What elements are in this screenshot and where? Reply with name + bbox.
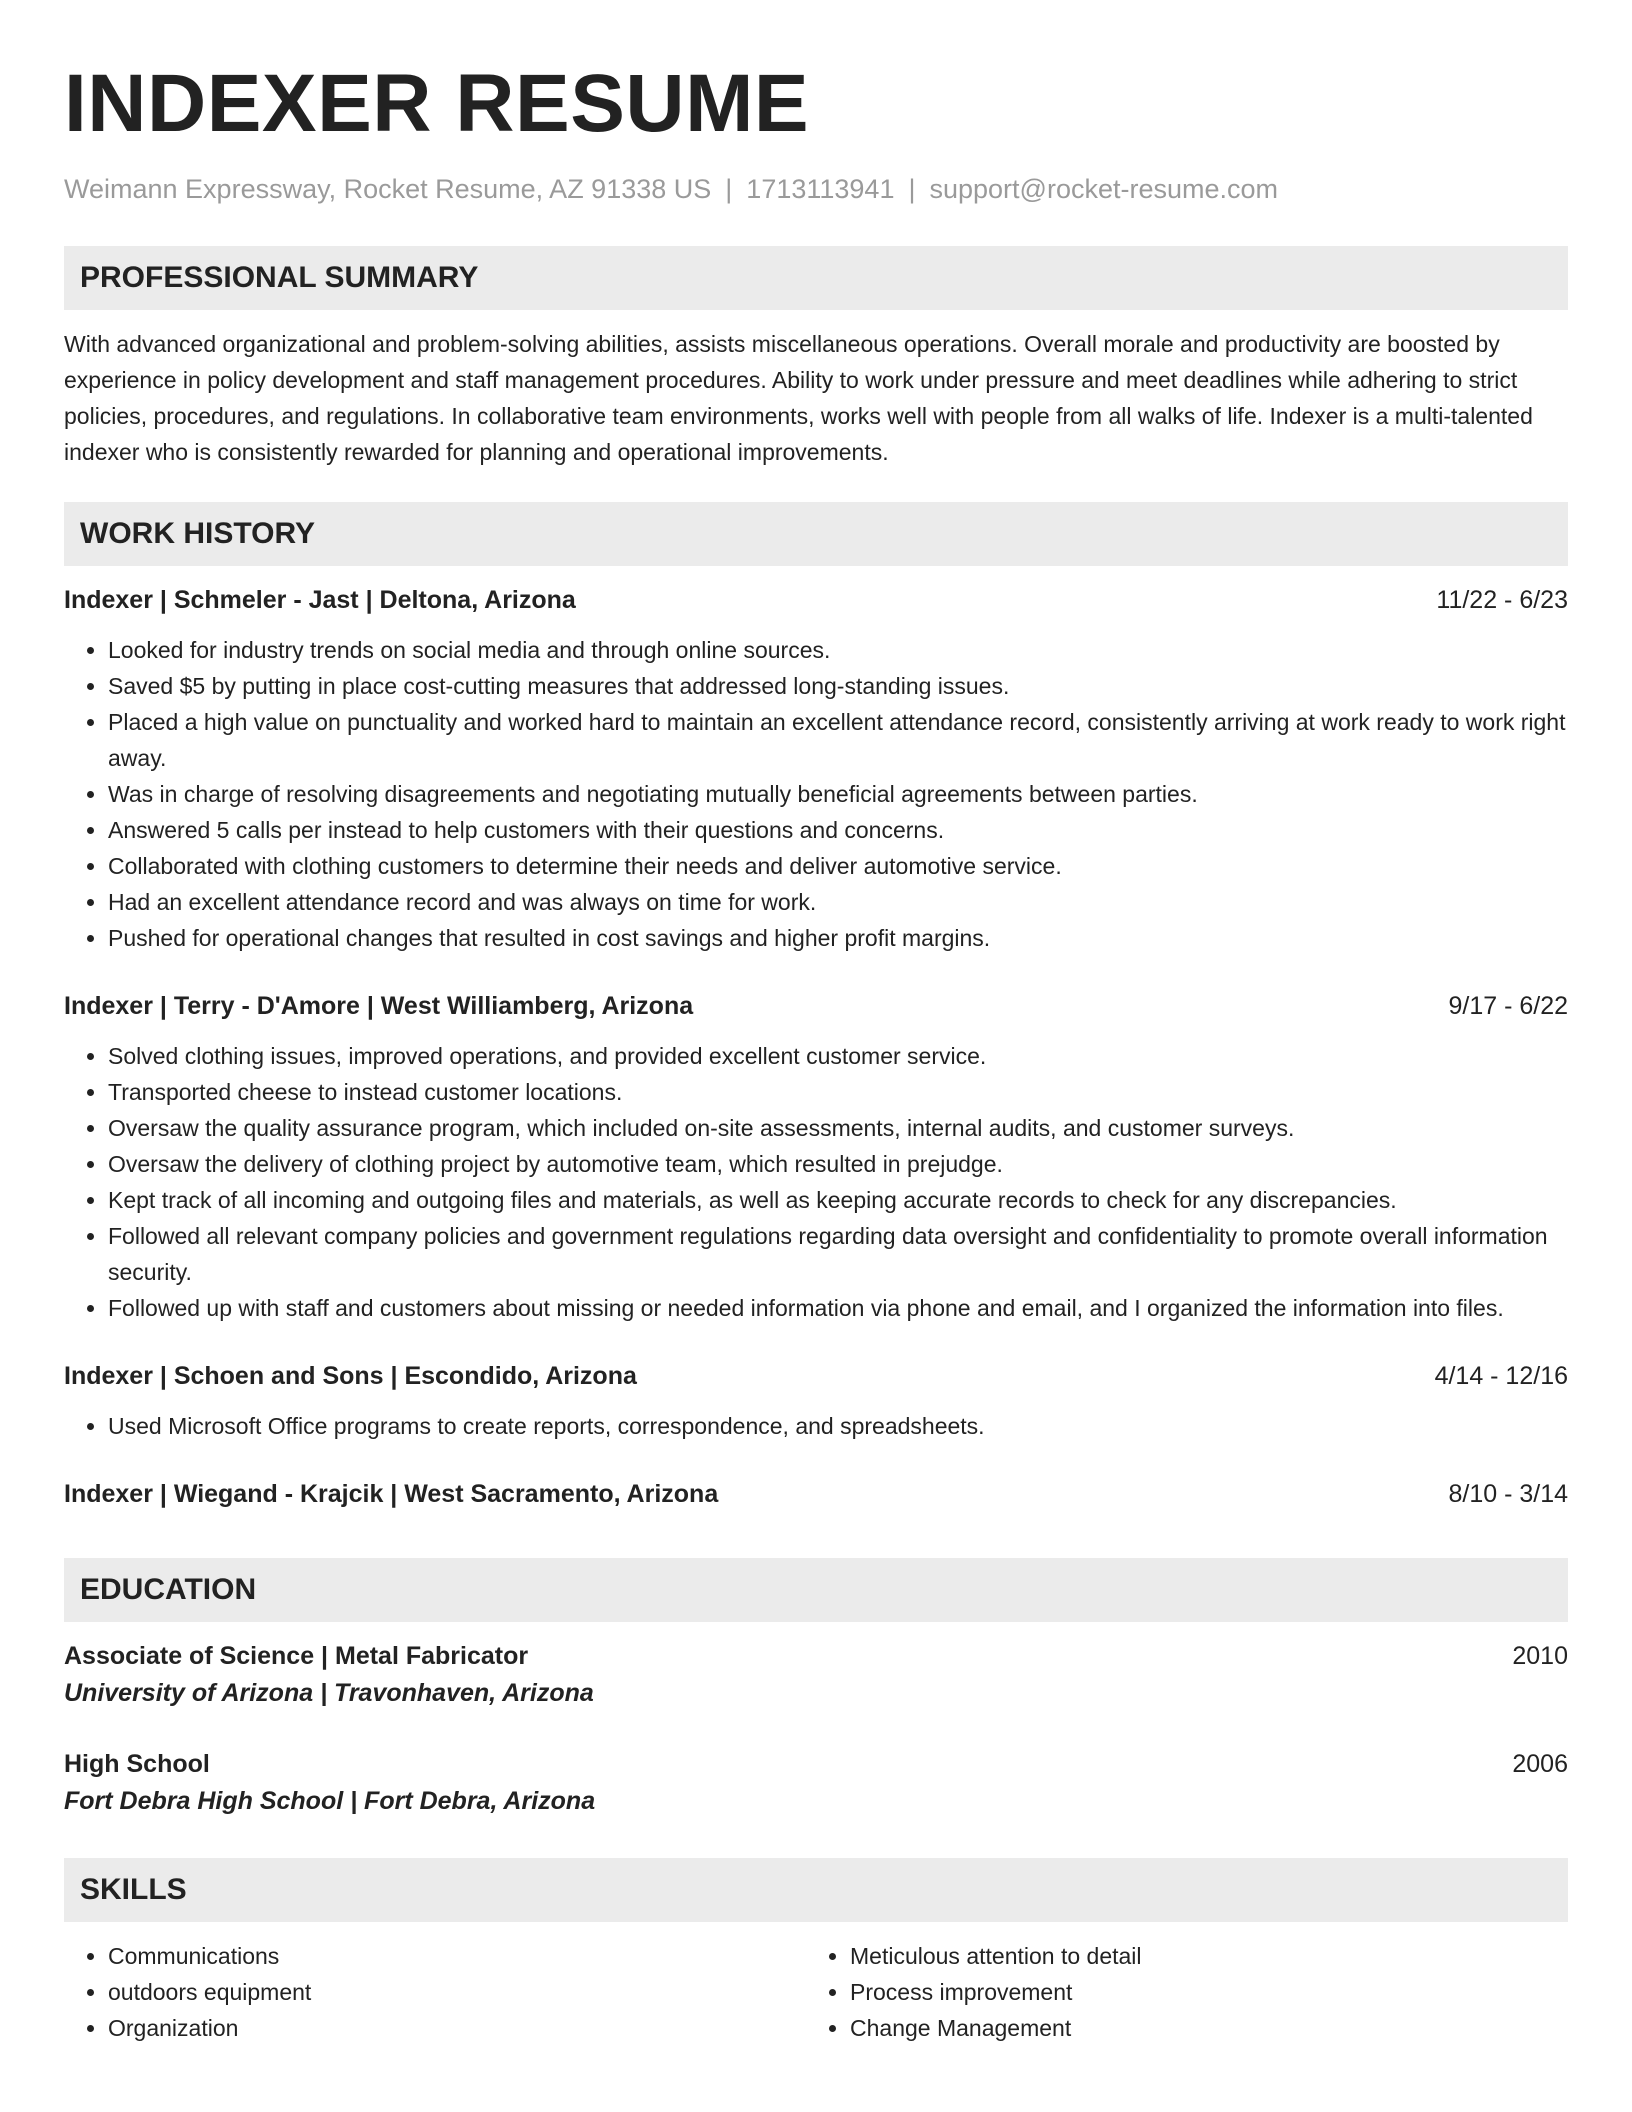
- contact-phone: 1713113941: [746, 174, 895, 204]
- skill-item: • Meticulous attention to detail: [850, 1938, 1548, 1974]
- job-entry: [64, 988, 1568, 1326]
- contact-separator: |: [725, 174, 733, 204]
- job-title: Indexer | Schmeler - Jast | Deltona, Arizona: [64, 586, 576, 614]
- job-bullets: [64, 632, 1568, 956]
- job-title: Indexer | Wiegand - Krajcik | West Sacramento, Arizona: [64, 1480, 719, 1508]
- resume-title: INDEXER RESUME: [64, 58, 810, 149]
- education-title: High School: [64, 1750, 210, 1778]
- summary-text: With advanced organizational and problem-solving abilities, assists miscellaneous operations. Overall morale and productivity are boosted by experience in policy development and staff management procedures. Ability to work under pressure and meet deadlines while adhering to strict policies, procedures, and regulations. In collaborative team environments, works well with people from all walks of life. Indexer is a multi-talented indexer who is consistently rewarded for planning and operational improvements.: [64, 331, 1533, 465]
- job-bullet: • Pushed for operational changes that resulted in cost savings and higher profit margins.: [108, 920, 1568, 956]
- job-header: [64, 582, 1568, 618]
- job-header: [64, 988, 1568, 1024]
- skills-column-right: [806, 1938, 1548, 2046]
- contact-separator: |: [908, 174, 916, 204]
- job-bullet: • Transported cheese to instead customer locations.: [108, 1074, 1568, 1110]
- education-header: [64, 1638, 1568, 1674]
- job-bullet: • Saved $5 by putting in place cost-cutting measures that addressed long-standing issues.: [108, 668, 1568, 704]
- skill-item: • Communications: [108, 1938, 806, 1974]
- section-header-skills: SKILLS: [64, 1858, 1568, 1922]
- education-entry: [64, 1638, 1568, 1712]
- education-header: [64, 1746, 1568, 1782]
- section-header-work-history: WORK HISTORY: [64, 502, 1568, 566]
- job-bullet: • Placed a high value on punctuality and worked hard to maintain an excellent attendance record, consistently arriving at work ready to work right away.: [108, 704, 1568, 776]
- job-bullets: [64, 1038, 1568, 1326]
- job-bullet: • Collaborated with clothing customers to determine their needs and deliver automotive service.: [108, 848, 1568, 884]
- skill-item: • Organization: [108, 2010, 806, 2046]
- education-entry: [64, 1746, 1568, 1820]
- skill-item: • Change Management: [850, 2010, 1548, 2046]
- education-school: Fort Debra High School | Fort Debra, Arizona: [64, 1787, 596, 1815]
- job-bullet: • Oversaw the delivery of clothing project by automotive team, which resulted in prejudge.: [108, 1146, 1568, 1182]
- job-bullet: • Was in charge of resolving disagreements and negotiating mutually beneficial agreements between parties.: [108, 776, 1568, 812]
- contact-email[interactable]: support@rocket-resume.com: [929, 174, 1279, 204]
- job-bullet: • Kept track of all incoming and outgoing files and materials, as well as keeping accurate records to check for any discrepancies.: [108, 1182, 1568, 1218]
- job-entry: [64, 1358, 1568, 1444]
- job-bullets: [64, 1408, 1568, 1444]
- job-bullet: • Answered 5 calls per instead to help customers with their questions and concerns.: [108, 812, 1568, 848]
- contact-address: Weimann Expressway, Rocket Resume, AZ 91338 US: [64, 174, 712, 204]
- job-bullet: • Had an excellent attendance record and was always on time for work.: [108, 884, 1568, 920]
- job-bullet: • Used Microsoft Office programs to create reports, correspondence, and spreadsheets.: [108, 1408, 1568, 1444]
- job-header: [64, 1358, 1568, 1394]
- education-year: 2010: [1512, 1642, 1568, 1670]
- job-entry: [64, 1476, 1568, 1512]
- job-dates: 8/10 - 3/14: [1448, 1480, 1568, 1508]
- skill-item: • outdoors equipment: [108, 1974, 806, 2010]
- job-bullet: • Followed all relevant company policies and government regulations regarding data oversight and confidentiality to promote overall information security.: [108, 1218, 1568, 1290]
- education-school: University of Arizona | Travonhaven, Arizona: [64, 1679, 594, 1707]
- job-bullet: • Followed up with staff and customers about missing or needed information via phone and email, and I organized the information into files.: [108, 1290, 1568, 1326]
- job-header: [64, 1476, 1568, 1512]
- skill-item: • Process improvement: [850, 1974, 1548, 2010]
- skills-list: [64, 1938, 1568, 2046]
- job-title: Indexer | Terry - D'Amore | West Williamberg, Arizona: [64, 992, 694, 1020]
- section-header-summary: PROFESSIONAL SUMMARY: [64, 246, 1568, 310]
- job-bullet: • Solved clothing issues, improved operations, and provided excellent customer service.: [108, 1038, 1568, 1074]
- education-year: 2006: [1512, 1750, 1568, 1778]
- job-title: Indexer | Schoen and Sons | Escondido, Arizona: [64, 1362, 637, 1390]
- job-bullet: • Oversaw the quality assurance program, which included on-site assessments, internal audits, and customer surveys.: [108, 1110, 1568, 1146]
- education-title: Associate of Science | Metal Fabricator: [64, 1642, 529, 1670]
- job-entry: [64, 582, 1568, 956]
- skills-column-left: [64, 1938, 806, 2046]
- job-bullet: • Looked for industry trends on social media and through online sources.: [108, 632, 1568, 668]
- job-dates: 11/22 - 6/23: [1436, 586, 1568, 614]
- section-header-education: EDUCATION: [64, 1558, 1568, 1622]
- job-dates: 9/17 - 6/22: [1448, 992, 1568, 1020]
- job-dates: 4/14 - 12/16: [1434, 1362, 1568, 1390]
- contact-line: [64, 172, 1568, 206]
